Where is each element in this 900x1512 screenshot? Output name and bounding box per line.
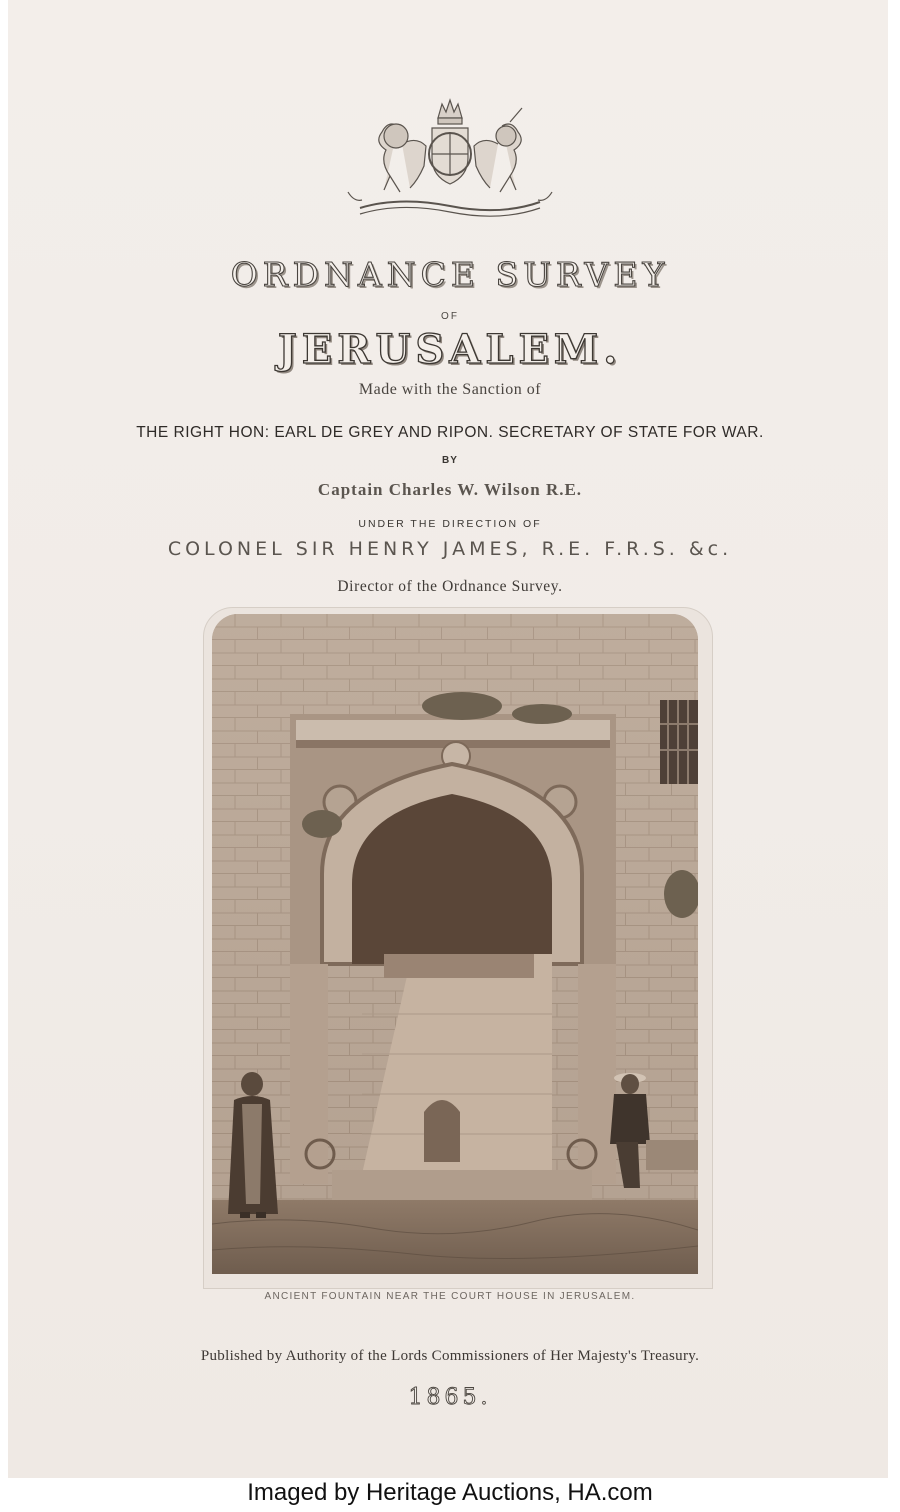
title-line-ordnance-survey: ORDNANCE SURVEY <box>230 255 670 294</box>
photo-caption: ANCIENT FOUNTAIN NEAR THE COURT HOUSE IN JERUSALEM. <box>264 1291 636 1302</box>
author-line: Captain Charles W. Wilson R.E. <box>317 480 583 499</box>
sanction-line: Made with the Sanction of <box>358 381 542 398</box>
under-direction-line: UNDER THE DIRECTION OF <box>358 518 542 530</box>
fountain-photograph <box>212 614 698 1274</box>
title-of: OF <box>441 311 459 322</box>
by-line: BY <box>442 455 458 466</box>
royal-coat-of-arms-icon <box>340 96 560 220</box>
dedicatee-line: THE RIGHT HON: EARL DE GREY AND RIPON. SECRETARY OF STATE FOR WAR. <box>136 424 764 441</box>
title-line-jerusalem: JERUSALEM. <box>277 326 623 373</box>
director-title: Director of the Ordnance Survey. <box>337 578 563 595</box>
image-credit: Imaged by Heritage Auctions, HA.com <box>247 1479 653 1506</box>
publication-year: 1865. <box>408 1385 492 1410</box>
publisher-line: Published by Authority of the Lords Commissioners of Her Majesty's Treasury. <box>200 1348 700 1364</box>
director-name: COLONEL SIR HENRY JAMES, R.E. F.R.S. &c. <box>167 538 733 560</box>
